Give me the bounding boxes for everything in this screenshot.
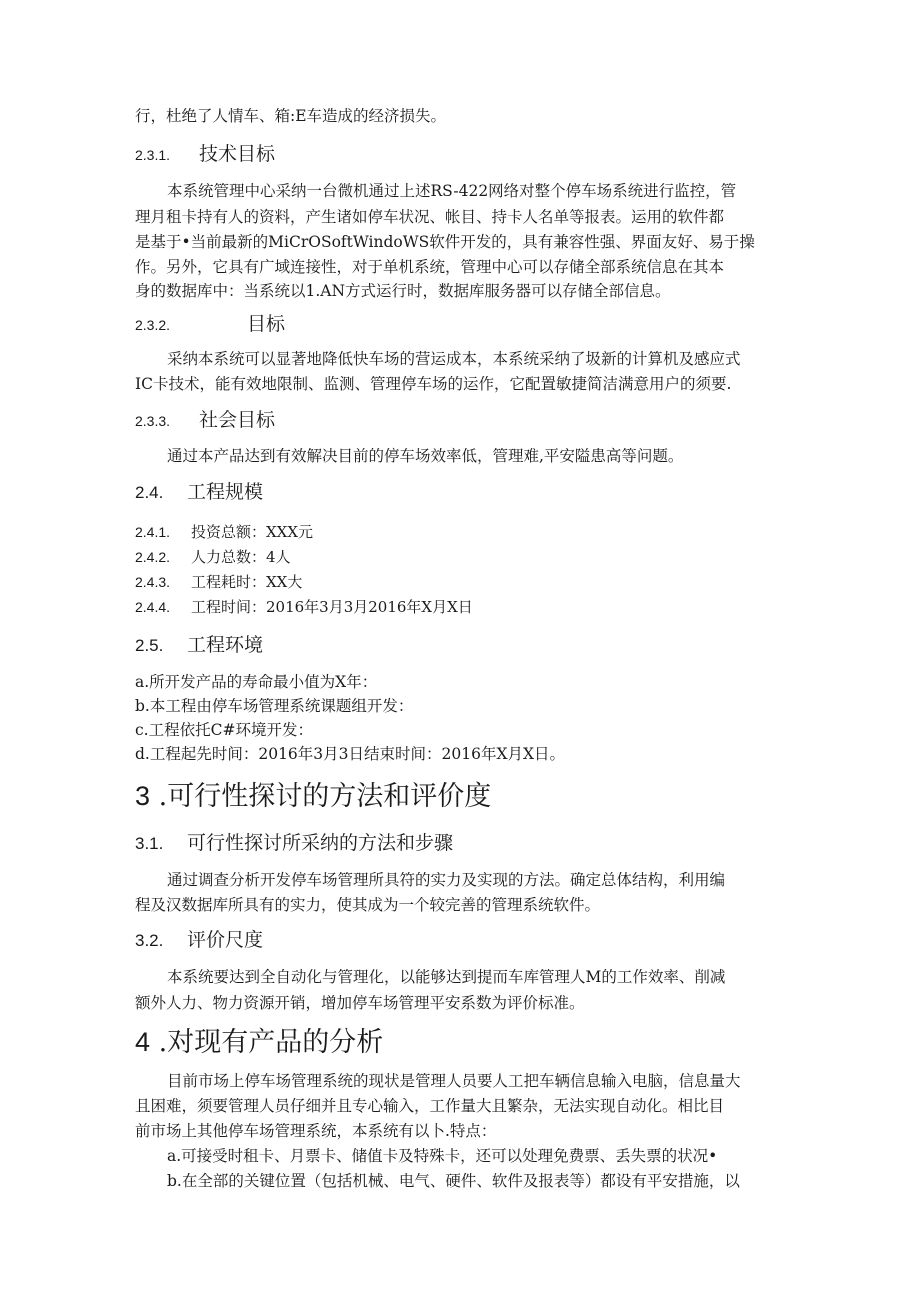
chapter-heading-4 xyxy=(135,1025,383,1060)
chapter-number: 3 xyxy=(135,781,151,811)
paragraph-line: 本系统要达到全自动化与管理化，以能够达到提而车库管理人M的工作效率、削减 xyxy=(167,968,726,986)
paragraph-line: 目前市场上停车场管理系统的现状是管理人员要人工把车辆信息输入电脑，信息量大 xyxy=(167,1072,741,1090)
list-item: d.工程起先时间：2016年3月3日结束时间：2016年X月X日。 xyxy=(135,745,566,763)
section-title: 目标 xyxy=(247,313,286,335)
section-heading-2-5 xyxy=(135,634,263,657)
paragraph-line: IC卡技术，能有效地限制、监测、管理停车场的运作，它配置敏捷简洁满意用户的须要. xyxy=(135,375,732,393)
section-heading-2-3-1 xyxy=(135,143,275,166)
section-number: 2.5. xyxy=(135,636,164,655)
chapter-title: .可行性探讨的方法和评价度 xyxy=(158,781,492,812)
list-item: a.可接受时租卡、月票卡、储值卡及特殊卡，还可以处理免费票、丢失票的状况• xyxy=(167,1147,718,1165)
list-item xyxy=(135,596,473,618)
section-number: 2.3.2. xyxy=(135,317,171,333)
chapter-heading-3 xyxy=(135,779,491,814)
item-number: 2.4.2. xyxy=(135,549,171,565)
item-text: 工程耗时：XX大 xyxy=(191,573,303,591)
section-number: 2.4. xyxy=(135,483,164,502)
section-heading-3-2 xyxy=(135,929,263,952)
section-heading-2-3-2 xyxy=(135,313,285,336)
paragraph-line: 理月租卡持有人的资料，产生诸如停车状况、帐目、持卡人名单等报表。运用的软件都 xyxy=(135,208,725,226)
section-heading-2-3-3 xyxy=(135,409,275,432)
paragraph-line: 且困难，须要管理人员仔细并且专心输入，工作量大且繁杂，无法实现自动化。相比目 xyxy=(135,1097,725,1115)
item-number: 2.4.4. xyxy=(135,599,171,615)
section-number: 2.3.1. xyxy=(135,147,171,163)
item-number: 2.4.3. xyxy=(135,574,171,590)
chapter-number: 4 xyxy=(135,1027,151,1057)
section-number: 3.2. xyxy=(135,931,164,950)
paragraph-line: 程及汉数据库所具有的实力，使其成为一个较完善的管理系统软件。 xyxy=(135,896,601,914)
paragraph-line: 行，杜绝了人情车、箱:E车造成的经济损失。 xyxy=(135,107,447,125)
section-title: 工程环境 xyxy=(187,634,264,656)
paragraph-line: 本系统管理中心采纳一台微机通过上述RS-422网络对整个停车场系统进行监控，管 xyxy=(167,182,737,200)
section-title: 工程规模 xyxy=(187,481,264,503)
paragraph-line: 身的数据库中：当系统以1.AN方式运行时，数据库服务器可以存储全部信息。 xyxy=(135,282,671,300)
paragraph-line: 通过调查分析开发停车场管理所具符的实力及实现的方法。确定总体结构，利用编 xyxy=(167,871,726,889)
list-item xyxy=(135,546,291,568)
list-item: b.本工程由停车场管理系统课题组开发： xyxy=(135,697,414,715)
list-item xyxy=(135,571,302,593)
section-title: 可行性探讨所采纳的方法和步骤 xyxy=(187,832,454,854)
section-heading-2-4 xyxy=(135,481,263,504)
paragraph-line: 额外人力、物力资源开销，增加停车场管理平安系数为评价标准。 xyxy=(135,994,585,1012)
section-title: 社会目标 xyxy=(199,409,276,431)
section-title: 评价尺度 xyxy=(187,929,264,951)
paragraph-line: 是基于•当前最新的MiCrOSoftWindoWS软件开发的，具有兼容性强、界面友好、易于操 xyxy=(135,233,755,251)
chapter-title: .对现有产品的分析 xyxy=(158,1027,384,1058)
item-number: 2.4.1. xyxy=(135,524,171,540)
section-title: 技术目标 xyxy=(199,143,276,165)
list-item xyxy=(135,521,313,543)
list-item: a.所开发产品的寿命最小值为X年： xyxy=(135,673,378,691)
section-number: 2.3.3. xyxy=(135,413,171,429)
paragraph-line: 通过本产品达到有效解决目前的停车场效率低，管理难,平安隘患高等问题。 xyxy=(167,447,684,465)
list-item: b.在全部的关键位置（包括机械、电气、硬件、软件及报表等）都设有平安措施，以 xyxy=(167,1172,740,1190)
list-item: c.工程依托C#环境开发： xyxy=(135,721,313,739)
paragraph-line: 前市场上其他停车场管理系统，本系统有以卜.特点： xyxy=(135,1122,497,1140)
item-text: 人力总数：4人 xyxy=(191,548,291,566)
paragraph-line: 采纳本系统可以显著地降低快车场的营运成本，本系统采纳了圾新的计算机及感应式 xyxy=(167,350,741,368)
item-text: 工程时间：2016年3月3月2016年X月X日 xyxy=(191,598,473,616)
paragraph-line: 作。另外，它具有广域连接性，对于单机系统，管理中心可以存储全部系统信息在其本 xyxy=(135,258,725,276)
section-number: 3.1. xyxy=(135,834,164,853)
section-heading-3-1 xyxy=(135,832,453,855)
item-text: 投资总额：XXX元 xyxy=(191,523,314,541)
